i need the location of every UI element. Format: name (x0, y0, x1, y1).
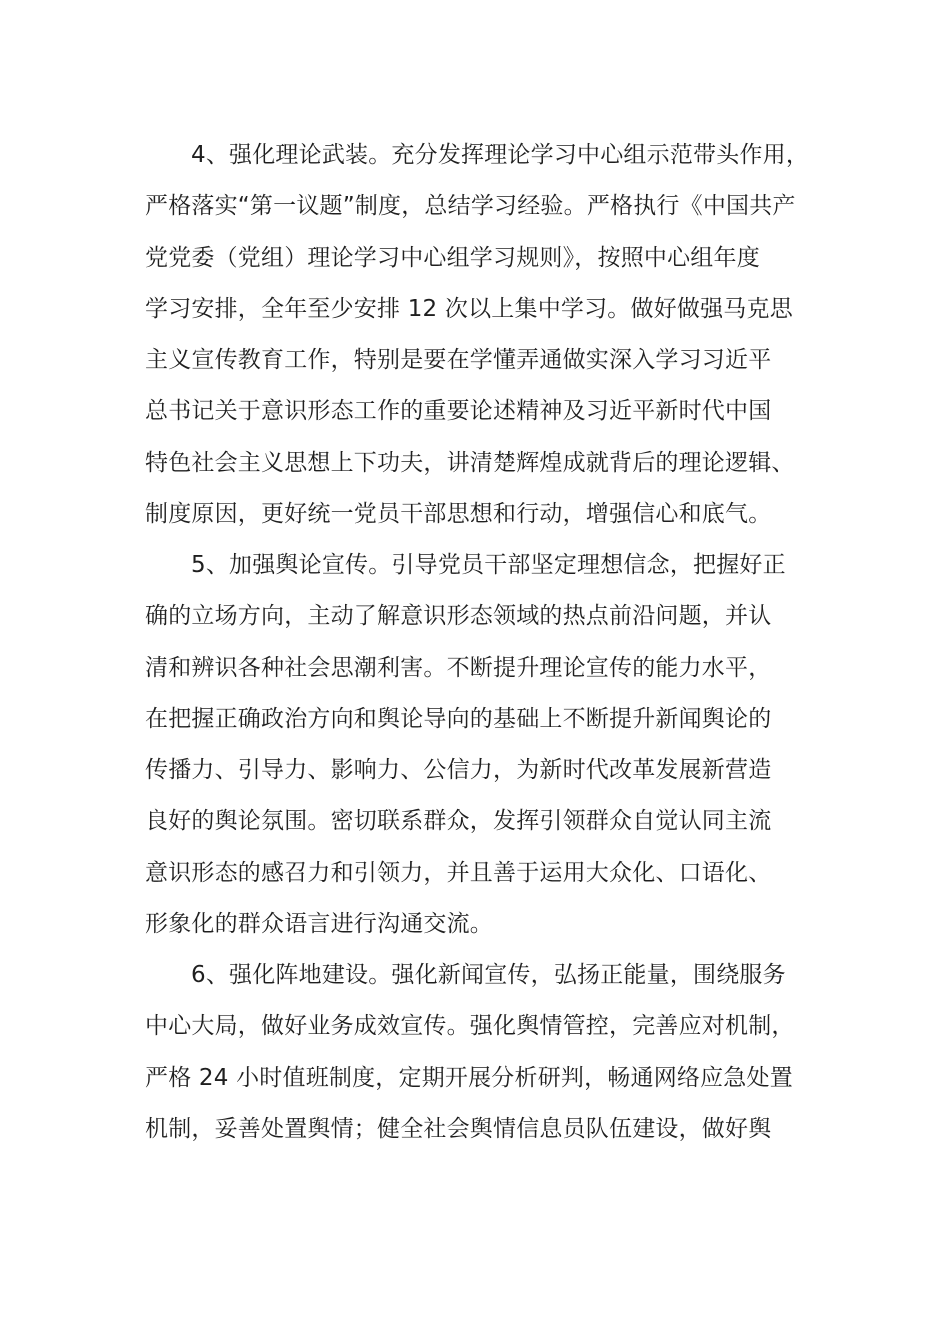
text-line: 意识形态的感召力和引领力，并且善于运用大众化、口语化、 (145, 859, 772, 886)
text-line: 特色社会主义思想上下功夫，讲清楚辉煌成就背后的理论逻辑、 (145, 449, 795, 476)
text-line: 机制，妥善处置舆情；健全社会舆情信息员队伍建设，做好舆 (145, 1115, 772, 1142)
text-line: 确的立场方向，主动了解意识形态领域的热点前沿问题，并认 (145, 603, 772, 630)
text-line: 制度原因，更好统一党员干部思想和行动，增强信心和底气。 (145, 501, 772, 528)
text-line: 清和辨识各种社会思潮利害。不断提升理论宣传的能力水平， (145, 654, 772, 681)
text-line: 总书记关于意识形态工作的重要论述精神及习近平新时代中国 (145, 398, 772, 425)
text-line: 中心大局，做好业务成效宣传。强化舆情管控，完善应对机制， (145, 1013, 795, 1040)
text-line: 党党委（党组）理论学习中心组学习规则》，按照中心组年度 (145, 244, 760, 271)
text-line: 4、强化理论武装。充分发挥理论学习中心组示范带头作用， (191, 142, 810, 168)
paragraph-5-public-opinion (145, 540, 835, 950)
paragraph-6-position-building (145, 950, 835, 1155)
text-line: 传播力、引导力、影响力、公信力，为新时代改革发展新营造 (145, 757, 772, 784)
text-line: 在把握正确政治方向和舆论导向的基础上不断提升新闻舆论的 (145, 705, 772, 732)
text-line: 学习安排，全年至少安排 12 次以上集中学习。做好做强马克思 (145, 295, 793, 322)
text-line: 5、加强舆论宣传。引导党员干部坚定理想信念，把握好正 (191, 552, 786, 578)
paragraph-4-strengthen-theory (145, 130, 835, 540)
text-line: 严格 24 小时值班制度，定期开展分析研判，畅通网络应急处置 (145, 1064, 793, 1091)
text-line: 严格落实“第一议题”制度，总结学习经验。严格执行《中国共产 (145, 193, 796, 220)
text-line: 6、强化阵地建设。强化新闻宣传，弘扬正能量，围绕服务 (191, 962, 786, 988)
text-line: 形象化的群众语言进行沟通交流。 (145, 911, 493, 938)
text-line: 良好的舆论氛围。密切联系群众，发挥引领群众自觉认同主流 (145, 808, 772, 835)
text-line: 主义宣传教育工作，特别是要在学懂弄通做实深入学习习近平 (145, 347, 772, 374)
